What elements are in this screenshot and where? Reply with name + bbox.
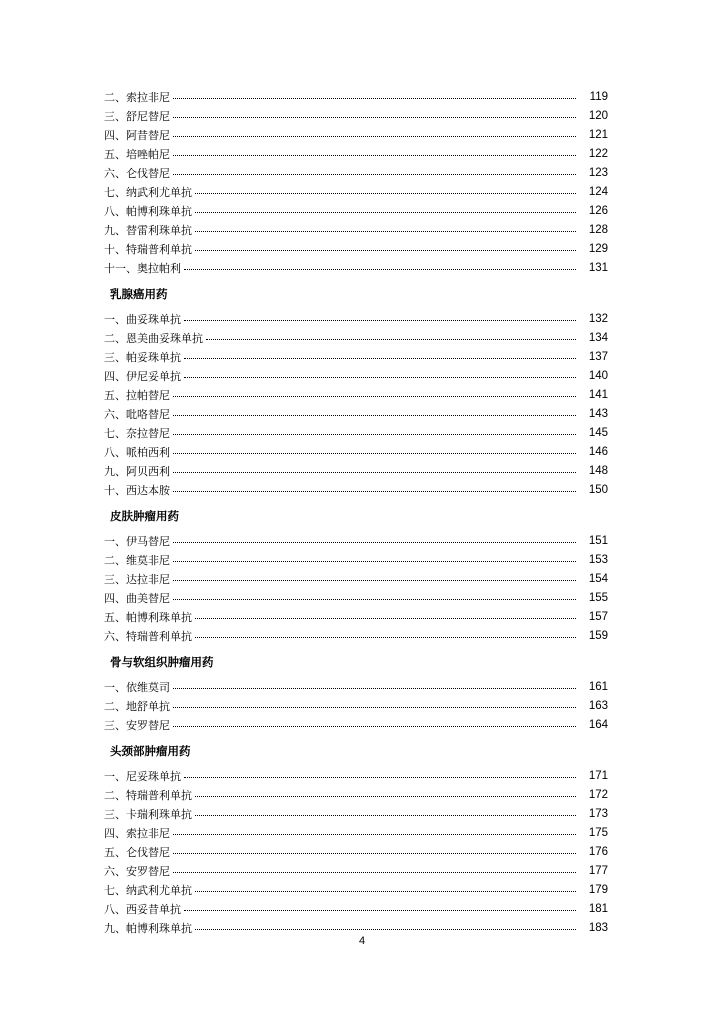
toc-entry-title: 四、阿昔替尼 <box>104 129 170 142</box>
toc-entry-title: 五、仑伐替尼 <box>104 846 170 859</box>
leader-dots <box>173 561 576 562</box>
toc-entry-page: 157 <box>588 611 608 623</box>
toc-entry-page: 153 <box>588 554 608 566</box>
toc-entry-title: 一、依维莫司 <box>104 681 170 694</box>
leader-dots <box>173 726 576 727</box>
toc-entry-title: 四、索拉非尼 <box>104 827 170 840</box>
toc-entry-title: 十一、奥拉帕利 <box>104 262 181 275</box>
toc-entry[interactable] <box>104 532 608 551</box>
leader-dots <box>173 415 576 416</box>
toc-entry-title: 四、曲美替尼 <box>104 592 170 605</box>
toc-entry-title: 九、阿贝西利 <box>104 465 170 478</box>
toc-entry-page: 143 <box>588 408 608 420</box>
toc-entry[interactable] <box>104 881 608 900</box>
toc-entry-page: 173 <box>588 808 608 820</box>
toc-entry-title: 二、索拉非尼 <box>104 91 170 104</box>
toc-entry-title: 七、纳武利尤单抗 <box>104 186 192 199</box>
toc-entry-title: 八、西妥昔单抗 <box>104 903 181 916</box>
toc-entry[interactable] <box>104 443 608 462</box>
toc-entry[interactable] <box>104 589 608 608</box>
toc-entry[interactable] <box>104 386 608 405</box>
toc-entry-title: 十、特瑞普利单抗 <box>104 243 192 256</box>
toc-entry-title: 二、地舒单抗 <box>104 700 170 713</box>
toc-entry-title: 一、尼妥珠单抗 <box>104 770 181 783</box>
toc-entry-page: 141 <box>588 389 608 401</box>
leader-dots <box>195 891 576 892</box>
toc-entry-page: 181 <box>588 903 608 915</box>
leader-dots <box>173 174 576 175</box>
toc-entry[interactable] <box>104 348 608 367</box>
leader-dots <box>184 269 576 270</box>
toc-entry-title: 六、安罗替尼 <box>104 865 170 878</box>
toc-entry-title: 三、舒尼替尼 <box>104 110 170 123</box>
leader-dots <box>173 396 576 397</box>
toc-entry[interactable] <box>104 221 608 240</box>
toc-entry-title: 三、安罗替尼 <box>104 719 170 732</box>
toc-entry-page: 148 <box>588 465 608 477</box>
toc-entry-title: 一、曲妥珠单抗 <box>104 313 181 326</box>
toc-entry-page: 123 <box>588 167 608 179</box>
section-heading: 头颈部肿瘤用药 <box>110 744 191 758</box>
toc-entry-title: 五、拉帕替尼 <box>104 389 170 402</box>
toc-entry-title: 二、特瑞普利单抗 <box>104 789 192 802</box>
leader-dots <box>173 580 576 581</box>
toc-entry-page: 122 <box>588 148 608 160</box>
toc-entry-title: 四、伊尼妥单抗 <box>104 370 181 383</box>
toc-entry-title: 二、恩美曲妥珠单抗 <box>104 332 203 345</box>
page-number: 4 <box>358 935 366 947</box>
toc-entry[interactable] <box>104 329 608 348</box>
toc-entry-page: 129 <box>588 243 608 255</box>
toc-entry[interactable] <box>104 786 608 805</box>
leader-dots <box>173 688 576 689</box>
leader-dots <box>184 910 576 911</box>
toc-entry-title: 六、吡咯替尼 <box>104 408 170 421</box>
toc-entry-page: 175 <box>588 827 608 839</box>
toc-entry-title: 七、纳武利尤单抗 <box>104 884 192 897</box>
toc-entry[interactable] <box>104 716 608 735</box>
toc-entry-title: 一、伊马替尼 <box>104 535 170 548</box>
toc-entry[interactable] <box>104 843 608 862</box>
toc-entry-page: 126 <box>588 205 608 217</box>
toc-entry-page: 128 <box>588 224 608 236</box>
toc-entry[interactable] <box>104 697 608 716</box>
toc-entry[interactable] <box>104 202 608 221</box>
toc-entry[interactable] <box>104 570 608 589</box>
leader-dots <box>173 542 576 543</box>
leader-dots <box>184 777 576 778</box>
leader-dots <box>173 136 576 137</box>
leader-dots <box>184 377 576 378</box>
toc-entry[interactable] <box>104 608 608 627</box>
leader-dots <box>173 472 576 473</box>
toc-entry-page: 140 <box>588 370 608 382</box>
toc-entry[interactable] <box>104 259 608 278</box>
toc-entry[interactable] <box>104 145 608 164</box>
leader-dots <box>184 358 576 359</box>
toc-entry-title: 三、卡瑞利珠单抗 <box>104 808 192 821</box>
toc-group <box>104 646 608 735</box>
toc-entry[interactable] <box>104 862 608 881</box>
toc-entry[interactable] <box>104 824 608 843</box>
leader-dots <box>173 453 576 454</box>
leader-dots <box>195 231 576 232</box>
section-heading: 骨与软组织肿瘤用药 <box>110 655 214 669</box>
toc-entry-page: 150 <box>588 484 608 496</box>
toc-entry-page: 179 <box>588 884 608 896</box>
toc-entry[interactable] <box>104 107 608 126</box>
toc-entry[interactable] <box>104 462 608 481</box>
leader-dots <box>206 339 576 340</box>
leader-dots <box>173 834 576 835</box>
toc-entry-page: 177 <box>588 865 608 877</box>
toc-entry-title: 八、帕博利珠单抗 <box>104 205 192 218</box>
toc-entry[interactable] <box>104 240 608 259</box>
leader-dots <box>195 815 576 816</box>
toc-entry-title: 二、维莫非尼 <box>104 554 170 567</box>
table-of-contents <box>104 88 608 938</box>
toc-entry-page: 120 <box>588 110 608 122</box>
leader-dots <box>173 491 576 492</box>
toc-entry-page: 176 <box>588 846 608 858</box>
toc-entry[interactable] <box>104 805 608 824</box>
toc-group <box>104 88 608 278</box>
leader-dots <box>184 320 576 321</box>
toc-entry-title: 七、奈拉替尼 <box>104 427 170 440</box>
leader-dots <box>195 212 576 213</box>
toc-entry-title: 五、培唑帕尼 <box>104 148 170 161</box>
toc-entry-title: 三、帕妥珠单抗 <box>104 351 181 364</box>
toc-entry-page: 124 <box>588 186 608 198</box>
toc-entry-page: 161 <box>588 681 608 693</box>
toc-entry-page: 151 <box>588 535 608 547</box>
toc-entry[interactable] <box>104 183 608 202</box>
leader-dots <box>195 637 576 638</box>
leader-dots <box>195 618 576 619</box>
toc-entry-page: 134 <box>588 332 608 344</box>
toc-group <box>104 735 608 938</box>
toc-entry-page: 163 <box>588 700 608 712</box>
toc-entry-title: 九、帕博利珠单抗 <box>104 922 192 935</box>
section-heading: 乳腺癌用药 <box>110 287 168 301</box>
leader-dots <box>173 853 576 854</box>
toc-entry-page: 132 <box>588 313 608 325</box>
toc-entry-page: 137 <box>588 351 608 363</box>
leader-dots <box>173 117 576 118</box>
toc-entry-page: 121 <box>588 129 608 141</box>
toc-entry[interactable] <box>104 627 608 646</box>
toc-entry-page: 145 <box>588 427 608 439</box>
leader-dots <box>173 707 576 708</box>
toc-entry-title: 五、帕博利珠单抗 <box>104 611 192 624</box>
toc-entry-title: 九、替雷利珠单抗 <box>104 224 192 237</box>
leader-dots <box>173 98 576 99</box>
toc-entry[interactable] <box>104 678 608 697</box>
toc-entry-title: 十、西达本胺 <box>104 484 170 497</box>
toc-entry[interactable] <box>104 900 608 919</box>
leader-dots <box>195 929 576 930</box>
toc-entry[interactable] <box>104 424 608 443</box>
toc-entry-page: 164 <box>588 719 608 731</box>
leader-dots <box>173 155 576 156</box>
toc-entry-page: 119 <box>589 91 608 103</box>
toc-entry[interactable] <box>104 767 608 786</box>
toc-group <box>104 500 608 646</box>
leader-dots <box>173 872 576 873</box>
toc-entry-page: 183 <box>588 922 608 934</box>
toc-entry[interactable] <box>104 88 608 107</box>
section-heading: 皮肤肿瘤用药 <box>110 509 179 523</box>
toc-entry-title: 六、仑伐替尼 <box>104 167 170 180</box>
toc-entry-page: 146 <box>588 446 608 458</box>
toc-entry-page: 171 <box>588 770 608 782</box>
toc-entry[interactable] <box>104 551 608 570</box>
toc-entry-page: 155 <box>588 592 608 604</box>
toc-group <box>104 278 608 500</box>
toc-entry-page: 131 <box>588 262 608 274</box>
toc-entry[interactable] <box>104 310 608 329</box>
leader-dots <box>173 434 576 435</box>
toc-entry[interactable] <box>104 405 608 424</box>
toc-entry[interactable] <box>104 126 608 145</box>
leader-dots <box>195 193 576 194</box>
leader-dots <box>173 599 576 600</box>
leader-dots <box>195 250 576 251</box>
toc-entry-page: 159 <box>588 630 608 642</box>
toc-entry-page: 154 <box>588 573 608 585</box>
toc-entry[interactable] <box>104 481 608 500</box>
toc-entry[interactable] <box>104 367 608 386</box>
toc-entry-title: 三、达拉非尼 <box>104 573 170 586</box>
toc-entry-title: 八、哌柏西利 <box>104 446 170 459</box>
toc-entry-title: 六、特瑞普利单抗 <box>104 630 192 643</box>
toc-entry[interactable] <box>104 164 608 183</box>
leader-dots <box>195 796 576 797</box>
toc-entry-page: 172 <box>588 789 608 801</box>
